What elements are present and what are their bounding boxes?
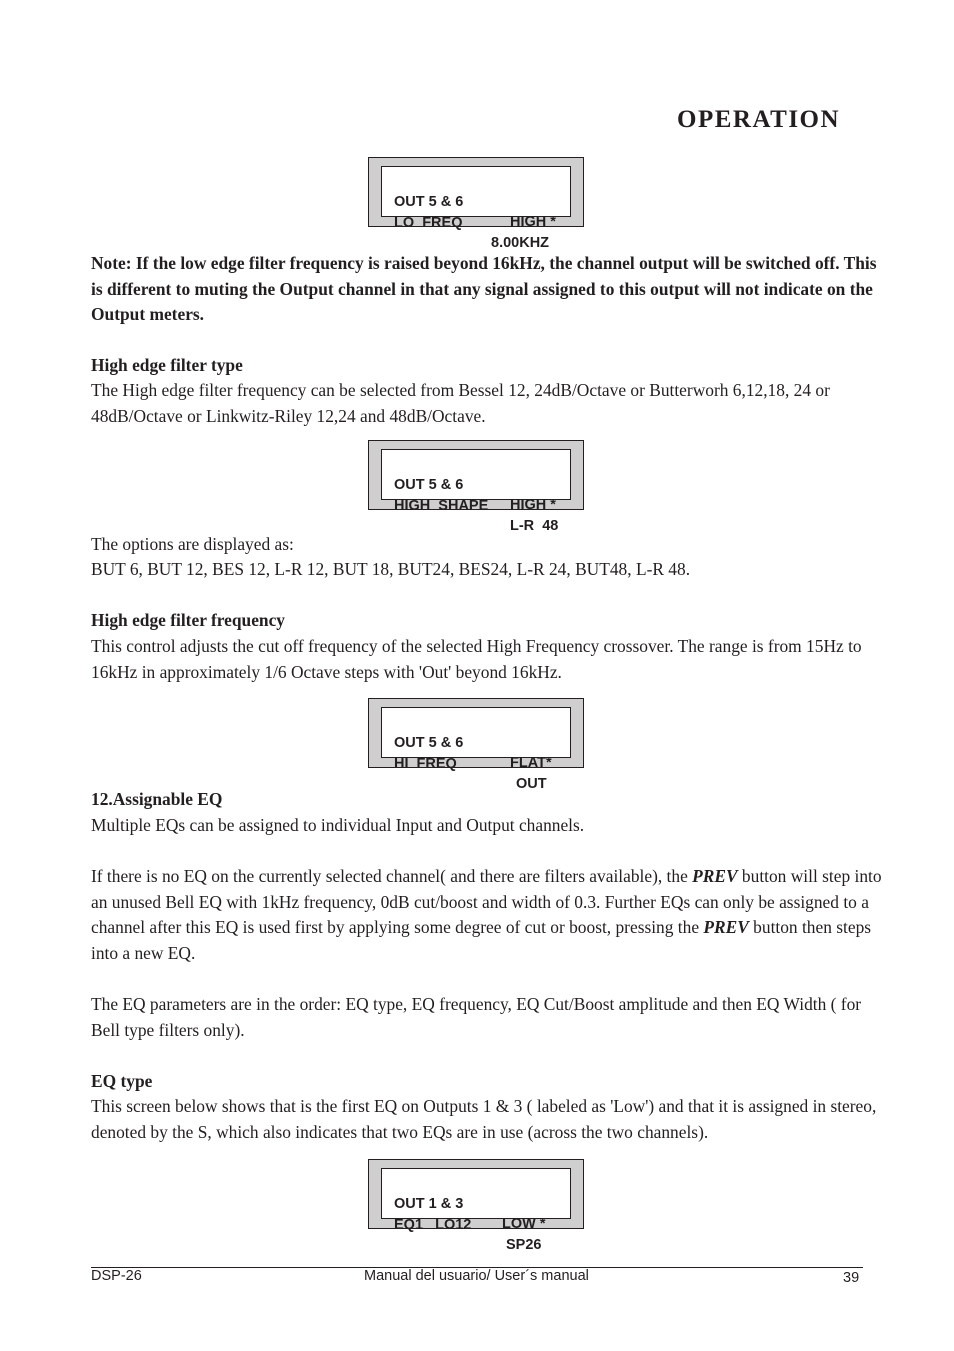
page-number: 39: [843, 1270, 860, 1286]
lcd-channel-label: OUT 5 & 6: [394, 735, 464, 751]
options-intro: The options are displayed as:: [91, 534, 294, 554]
lcd-parameter-value: SP26: [506, 1237, 542, 1253]
eq-type-heading: EQ type: [91, 1071, 153, 1091]
prev-button-paragraph: [91, 864, 891, 966]
prev-para-text-2: button will step into an unused Bell EQ with 1kHz frequency, 0dB cut/boost and width of 0.3. Further EQs can only be assigned to a channel after this EQ is used first by applying some degree of cut or boost, pressing the: [91, 866, 882, 937]
prev-keyword: PREV: [692, 866, 738, 886]
page-title: OPERATION: [677, 106, 841, 133]
lcd-screen: [381, 166, 571, 251]
lcd-mode-label: FLAT*: [510, 755, 552, 771]
prev-para-text-3: button then steps into a new EQ.: [91, 917, 872, 963]
lcd-display-hi-freq: [368, 698, 584, 792]
lcd-screen: [381, 449, 571, 534]
note-paragraph: Note: If the low edge filter frequency is raised beyond 16kHz, the channel output will be switched off. This is different to muting the Output channel in that any signal assigned to this output will not indicate on the Output meters.: [91, 253, 877, 324]
lcd-parameter-label: HI FREQ: [394, 756, 457, 772]
lcd-parameter-value: 8.00KHZ: [491, 235, 550, 251]
lcd-display-high-shape: [368, 440, 584, 534]
lcd-mode-label: LOW *: [502, 1216, 546, 1232]
eq-parameters-paragraph: The EQ parameters are in the order: EQ type, EQ frequency, EQ Cut/Boost amplitude and then EQ Width ( for Bell type filters only).: [91, 994, 862, 1040]
lcd-display-lo-freq: [368, 157, 584, 251]
lcd-parameter-label: EQ1 LO12: [394, 1217, 472, 1233]
lcd-channel-label: OUT 1 & 3: [394, 1196, 464, 1212]
lcd-screen: [381, 707, 571, 792]
high-edge-freq-body: This control adjusts the cut off frequency of the selected High Frequency crossover. The range is from 15Hz to 16kHz in approximately 1/6 Octave steps with 'Out' beyond 16kHz.: [91, 636, 862, 682]
footer-model: DSP-26: [91, 1268, 142, 1284]
lcd-parameter-value: L-R 48: [510, 518, 559, 534]
lcd-parameter-value: OUT: [516, 776, 547, 792]
lcd-mode-label: HIGH *: [510, 497, 556, 513]
lcd-channel-label: OUT 5 & 6: [394, 477, 464, 493]
assignable-eq-heading: 12.Assignable EQ: [91, 789, 223, 809]
high-edge-type-heading: High edge filter type: [91, 355, 243, 375]
footer-manual-title: Manual del usuario/ User´s manual: [364, 1268, 589, 1284]
high-edge-freq-heading: High edge filter frequency: [91, 610, 286, 630]
eq-type-body: This screen below shows that is the first EQ on Outputs 1 & 3 ( labeled as 'Low') and that it is assigned in stereo, denoted by the S, which also indicates that two EQs are in use (across the two channels).: [91, 1096, 877, 1142]
lcd-display-eq-type: [368, 1159, 584, 1253]
high-edge-type-body: The High edge filter frequency can be selected from Bessel 12, 24dB/Octave or Butterworh 6,12,18, 24 or 48dB/Octave or Linkwitz-Riley 12,24 and 48dB/Octave.: [91, 380, 830, 426]
lcd-parameter-label: LO FREQ: [394, 215, 463, 231]
assignable-eq-body: Multiple EQs can be assigned to individual Input and Output channels.: [91, 815, 585, 835]
lcd-mode-label: HIGH *: [510, 214, 556, 230]
lcd-parameter-label: HIGH SHAPE: [394, 498, 489, 514]
prev-para-text-1: If there is no EQ on the currently selected channel( and there are filters available), the: [91, 866, 693, 886]
lcd-screen: [381, 1168, 571, 1253]
lcd-channel-label: OUT 5 & 6: [394, 194, 464, 210]
prev-keyword: PREV: [703, 917, 749, 937]
options-list: BUT 6, BUT 12, BES 12, L-R 12, BUT 18, BUT24, BES24, L-R 24, BUT48, L-R 48.: [91, 559, 691, 579]
